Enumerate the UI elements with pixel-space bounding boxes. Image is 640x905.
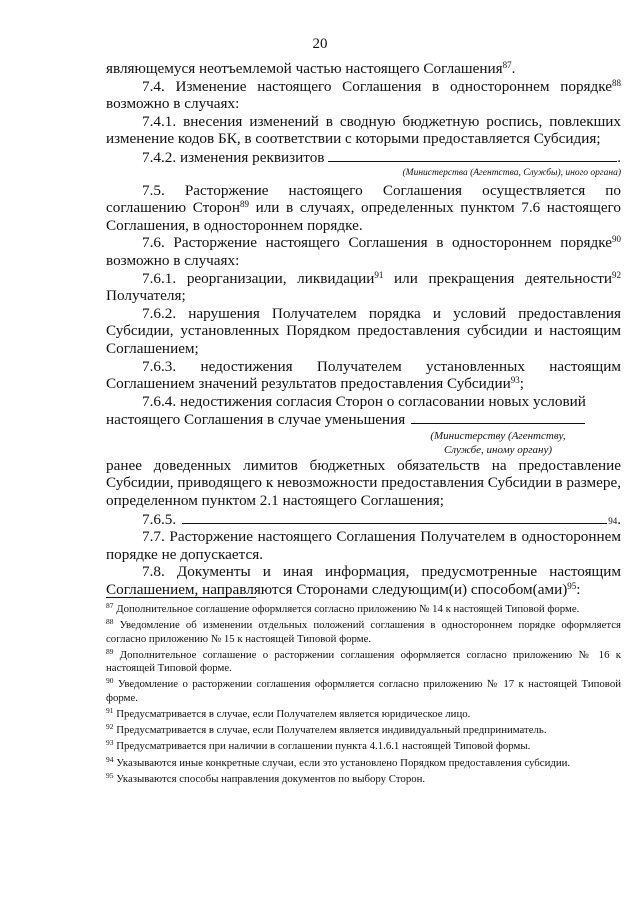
field-hint: (Министерству (Агентству, <box>430 429 566 442</box>
footnote: $^{95}$ Указываются способы направления документов по выбору Сторон. <box>106 770 426 785</box>
paragraph-7-6: 7.6. Расторжение настоящего Соглашения в одностороннем порядке$^{90}$ возможно в случаях: <box>106 234 621 269</box>
paragraph-intro: являющемуся неотъемлемой частью настоящего Соглашения$^{87}$. <box>106 60 516 77</box>
paragraph-7-6-3: 7.6.3. недостижения Получателем установленных настоящим Соглашением значений результатов предоставления Субсидии$^{93}$; <box>106 357 621 393</box>
paragraph-7-4-1: 7.4.1. внесения изменений в сводную бюджетную роспись, повлекших изменение кодов БК, в соответствии с которыми предоставляется Субсидия; <box>106 112 621 148</box>
paragraph-7-6-4-cont: ранее доведенных лимитов бюджетных обязательств на предоставление Субсидии, приводящего к невозможности предоставления Субсидии в размере, определенном пунктом 2.1 настоящего Соглашения; <box>106 456 621 510</box>
blank-line <box>411 410 585 424</box>
footnote-ref: 91 <box>374 269 384 280</box>
paragraph-7-7: 7.7. Расторжение настоящего Соглашения Получателем в одностороннем порядке не допускается. <box>106 528 621 563</box>
footnote: $^{87}$ Дополнительное соглашение оформляется согласно приложению № 14 к настоящей Типовой форме. <box>106 601 580 615</box>
footnote: $^{93}$ Предусматривается при наличии в соглашении пункта 4.1.6.1 настоящей Типовой формы. <box>106 738 531 753</box>
footnote-ref: 89 <box>240 199 250 210</box>
footnote-ref: 90 <box>612 234 621 245</box>
footnote-ref: 95 <box>567 581 577 592</box>
paragraph-7-8: 7.8. Документы и иная информация, предусмотренные настоящим Соглашением, направляются Сторонами следующим(и) способом(ами)$^{95}$: <box>106 563 621 599</box>
paragraph-7-4: 7.4. Изменение настоящего Соглашения в одностороннем порядке$^{88}$ возможно в случаях: <box>106 77 621 113</box>
blank-line <box>328 148 617 162</box>
paragraph-7-5: 7.5. Расторжение настоящего Соглашения осуществляется по соглашению Сторон$^{89}$ или в случаях, определенных пунктом 7.6 настоящего Соглашения, в одностороннем порядке. <box>106 181 622 234</box>
footnote-ref: 87 <box>502 60 512 70</box>
footnote: $^{92}$ Предусматривается в случае, если Получателем является индивидуальный предприниматель. <box>106 722 547 737</box>
field-hint: (Министерства (Агентства, Службы), иного органа) <box>402 167 621 178</box>
footnote-ref: 93 <box>510 375 520 386</box>
page-body <box>106 60 621 599</box>
page-number: 20 <box>312 36 328 52</box>
footnote-ref: 92 <box>612 269 621 280</box>
field-hint: Службе, иному органу) <box>443 443 553 456</box>
footnote: $^{91}$ Предусматривается в случае, если Получателем является юридическое лицо. <box>106 706 471 721</box>
field-hint-block <box>408 429 588 457</box>
paragraph-7-6-4-blank-row: настоящего Соглашения в случае уменьшения <box>106 410 621 429</box>
paragraph-7-6-5: 7.6.5. 94 . <box>142 510 621 528</box>
footnote: $^{88}$ Уведомление об изменении отдельных положений соглашения в одностороннем порядке оформляется согласно приложению № 15 к настоящей Типовой форме. <box>106 617 621 645</box>
footnote-separator <box>106 597 256 598</box>
footnote: $^{90}$ Уведомление о расторжении соглашения оформляется согласно приложению № 17 к настоящей Типовой форме. <box>106 676 621 704</box>
blank-line <box>182 510 607 524</box>
paragraph-7-6-1: 7.6.1. реорганизации, ликвидации$^{91}$ или прекращения деятельности$^{92}$ Получателя; <box>106 269 621 305</box>
paragraph-7-6-4: 7.6.4. недостижения согласия Сторон о согласовании новых условий <box>142 392 586 410</box>
paragraph-7-4-2: 7.4.2. изменения реквизитов . <box>142 148 621 166</box>
footnote-ref: 88 <box>612 77 621 88</box>
footnote: $^{94}$ Указываются иные конкретные случаи, если это установлено Порядком предоставления субсидии. <box>106 754 571 769</box>
paragraph-7-6-2: 7.6.2. нарушения Получателем порядка и условий предоставления Субсидии, установленных Порядком предоставления субсидии и настоящим Соглашением; <box>106 304 621 357</box>
footnote: $^{89}$ Дополнительное соглашение о расторжении соглашения оформляется согласно приложению № 16 к настоящей Типовой форме. <box>106 646 621 675</box>
footnotes <box>106 603 621 789</box>
